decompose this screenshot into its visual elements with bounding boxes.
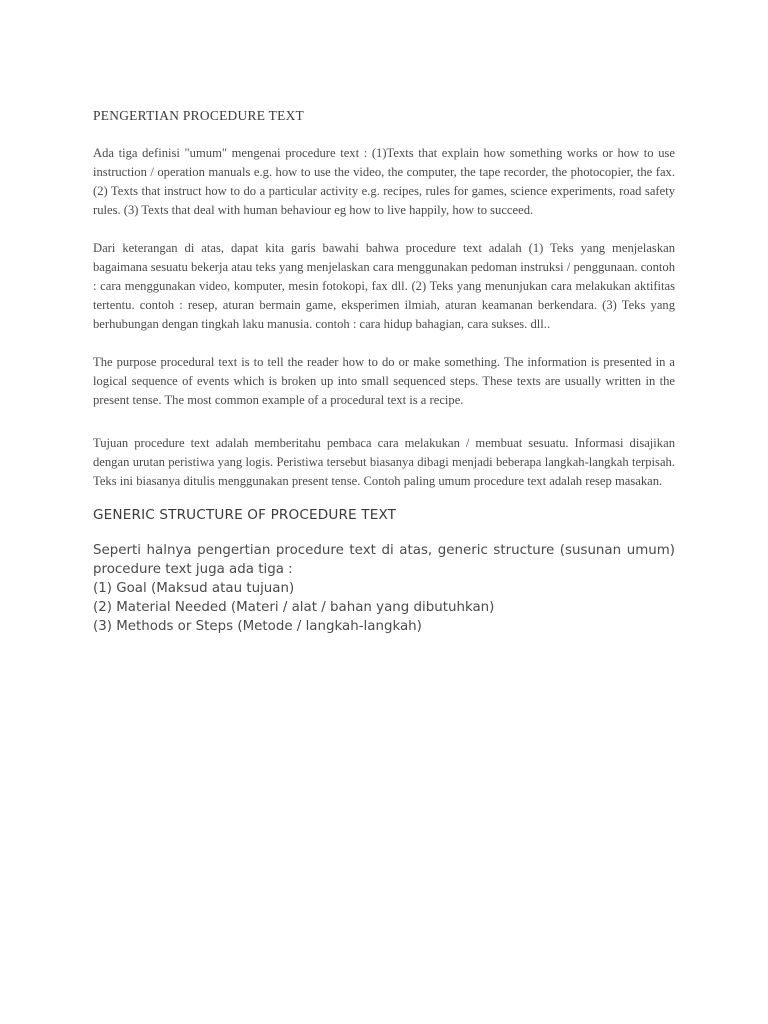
list-item: (1) Goal (Maksud atau tujuan)	[93, 581, 295, 596]
structure-list	[93, 579, 675, 636]
section-heading: GENERIC STRUCTURE OF PROCEDURE TEXT	[93, 507, 397, 523]
list-item: (2) Material Needed (Materi / alat / bahan yang dibutuhkan)	[93, 600, 495, 615]
paragraph-definition-english: Ada tiga definisi "umum" mengenai procedure text : (1)Texts that explain how something works or how to use instruction / operation manuals e.g. how to use the video, the computer, the tape recorder, the photocopier, the fax. (2) Texts that instruct how to do a particular activity e.g. recipes, rules for games, science experiments, road safety rules. (3) Texts that deal with human behaviour eg how to live happily, how to succeed.	[93, 146, 675, 217]
paragraph-purpose-english: The purpose procedural text is to tell the reader how to do or make something. The information is presented in a logical sequence of events which is broken up into small sequenced steps. These texts are usually written in the present tense. The most common example of a procedural text is a recipe.	[93, 355, 675, 407]
document-body	[93, 108, 675, 636]
paragraph-definition-indonesian: Dari keterangan di atas, dapat kita garis bawahi bahwa procedure text adalah (1) Teks yang menjelaskan bagaimana sesuatu bekerja atau teks yang menjelaskan cara menggunakan pedoman instruksi / penggunaan. contoh : cara menggunakan video, komputer, mesin fotokopi, fax dll. (2) Teks yang menunjukan cara melakukan aktifitas tertentu. contoh : resep, aturan bermain game, eksperimen ilmiah, aturan keamanan berkendara. (3) Teks yang berhubungan dengan tingkah laku manusia. contoh : cara hidup bahagian, cara sukses. dll..	[93, 241, 675, 331]
section-intro: Seperti halnya pengertian procedure text di atas, generic structure (susunan umum) procedure text juga ada tiga :	[93, 543, 675, 577]
paragraph-purpose-indonesian: Tujuan procedure text adalah memberitahu pembaca cara melakukan / membuat sesuatu. Informasi disajikan dengan urutan peristiwa yang logis. Peristiwa tersebut biasanya dibagi menjadi beberapa langkah-langkah terpisah. Teks ini biasanya ditulis menggunakan present tense. Contoh paling umum procedure text adalah resep masakan.	[93, 436, 675, 488]
list-item: (3) Methods or Steps (Metode / langkah-langkah)	[93, 619, 422, 634]
document-title: PENGERTIAN PROCEDURE TEXT	[93, 108, 305, 123]
